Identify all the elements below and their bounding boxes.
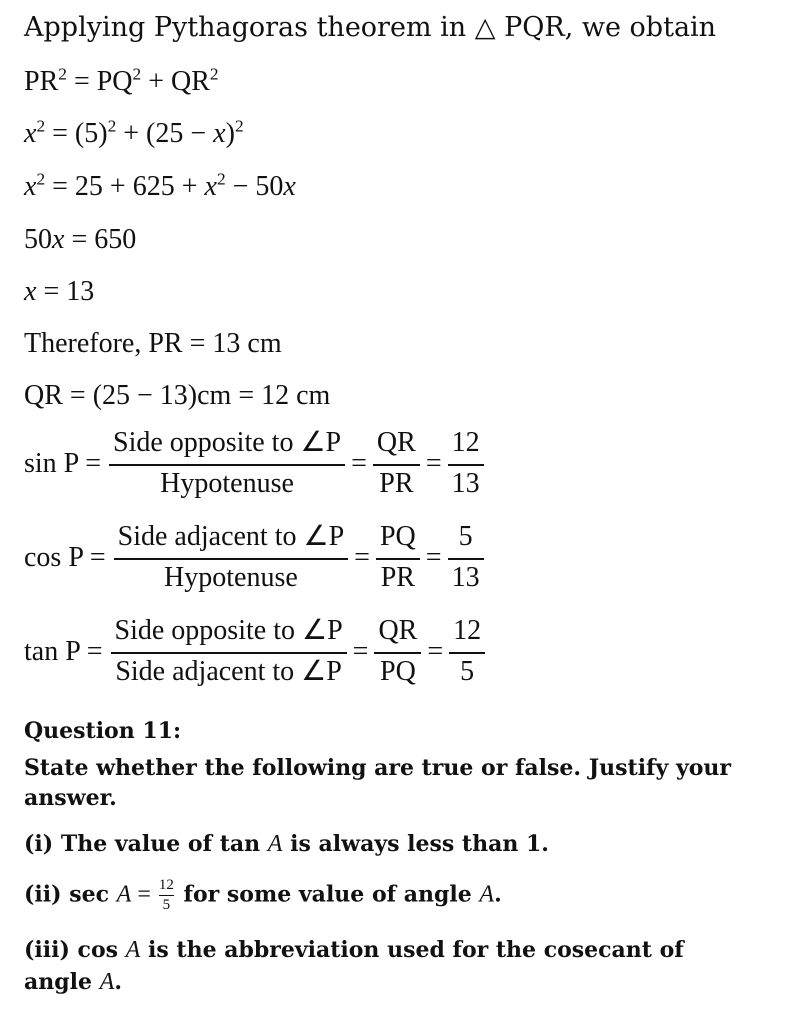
- fraction: $\frac{PQ}{PR}$: [376, 522, 420, 594]
- trig-cos-row: cos P = $\frac{\text{Side adjacent to ∠P}}{\text{Hypotenuse}}$ = $\frac{PQ}{PR}$ = $\frac{5}{13}$: [24, 522, 484, 594]
- result-qr: QR = (25 − 13)cm = 12 cm: [24, 380, 331, 411]
- equation-expansion: $x^2 = 25 + 625 + x^2 - 50x$: [24, 169, 296, 202]
- trig-tan-row: tan P = $\frac{\text{Side opposite to ∠P}}{\text{Side adjacent to ∠P}}$ = $\frac{QR}{PQ}$ = $\frac{12}{5}$: [24, 616, 485, 688]
- fraction: $\frac{QR}{PR}$: [373, 428, 420, 500]
- fraction: $\frac{12}{13}$: [448, 428, 484, 500]
- question-title: Question 11:: [24, 718, 182, 744]
- equation-solution: x = 13: [24, 276, 95, 307]
- fraction: $\frac{QR}{PQ}$: [374, 616, 421, 688]
- fraction: $\frac{12}{5}$: [158, 877, 174, 913]
- fraction: $\frac{\text{Side opposite to ∠P}}{\text{Side adjacent to ∠P}}$: [111, 616, 347, 688]
- trig-sin-row: sin P = $\frac{\text{Side opposite to ∠P}}{\text{Hypotenuse}}$ = $\frac{QR}{PR}$ = $\frac{12}{13}$: [24, 428, 484, 500]
- statement-i: (i) The value of tan A is always less than 1.: [24, 831, 549, 857]
- result-pr: Therefore, PR = 13 cm: [24, 328, 282, 359]
- question-prompt: State whether the following are true or false. Justify your answer.: [24, 755, 731, 811]
- fraction: $\frac{\text{Side adjacent to ∠P}}{\text{Hypotenuse}}$: [114, 522, 349, 594]
- equation-substitution: $x^2 = (5)^2 + (25 - x)^2$: [24, 116, 244, 149]
- equation-pythagoras: $PR^2 = PQ^2 + QR^2$: [24, 64, 219, 97]
- statement-ii: (ii) sec A = $\frac{12}{5}$ for some value of angle A.: [24, 877, 502, 913]
- fraction: $\frac{12}{5}$: [449, 616, 485, 688]
- equation-simplified: 50x = 650: [24, 224, 137, 255]
- fraction: $\frac{5}{13}$: [448, 522, 484, 594]
- statement-iii: (iii) cos A is the abbreviation used for the cosecant of angle A.: [24, 937, 684, 996]
- intro-text: Applying Pythagoras theorem in △ PQR, we obtain: [24, 12, 717, 43]
- fraction: $\frac{\text{Side opposite to ∠P}}{\text{Hypotenuse}}$: [109, 428, 345, 500]
